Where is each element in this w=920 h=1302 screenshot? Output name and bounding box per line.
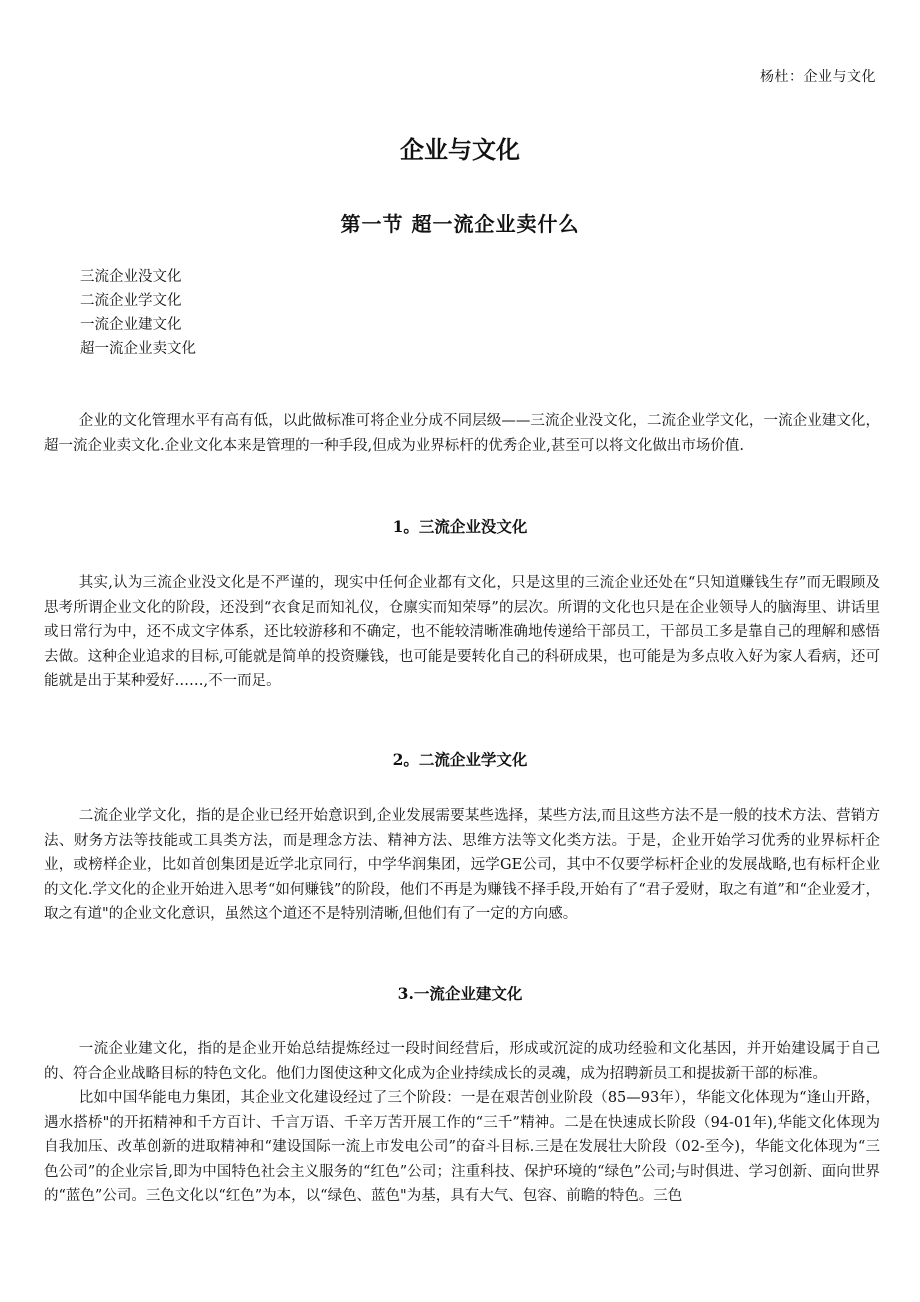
intro-paragraph: 企业的文化管理水平有高有低，以此做标准可将企业分成不同层级——三流企业没文化，二流企业学文化，一流企业建文化，超一流企业卖文化.企业文化本来是管理的一种手段,但成为业界标杆的优秀企业,甚至可以将文化做出市场价值. — [44, 413, 880, 454]
subheading-tier-one: 3.一流企业建文化 — [397, 984, 523, 1003]
tier-item: 二流企业学文化 — [80, 293, 182, 309]
intro-paragraph-block — [44, 409, 880, 458]
tier-item: 一流企业建文化 — [80, 317, 182, 333]
subheading-tier-three: 1。三流企业没文化 — [392, 517, 528, 536]
tier-item: 超一流企业卖文化 — [80, 341, 196, 357]
body-paragraph: 其实,认为三流企业没文化是不严谨的，现实中任何企业都有文化，只是这里的三流企业还处在“只知道赚钱生存”而无暇顾及思考所谓企业文化的阶段，还没到“衣食足而知礼仪，仓廪实而知荣辱”的层次。所谓的文化也只是在企业领导人的脑海里、讲话里或日常行为中，还不成文字体系，还比较游移和不确定，也不能较清晰准确地传递给干部员工，干部员工多是靠自己的理解和感悟去做。这种企业追求的目标,可能就是简单的投资赚钱，也可能是要转化自己的科研成果，也可能是为多点收入好为家人看病，还可能就是出于某种爱好……,不一而足。 — [44, 575, 880, 689]
document-title: 企业与文化 — [400, 136, 520, 164]
running-header: 杨杜：企业与文化 — [760, 69, 876, 85]
body-paragraph: 二流企业学文化，指的是企业已经开始意识到,企业发展需要某些选择，某些方法,而且这些方法不是一般的技术方法、营销方法、财务方法等技能或工具类方法，而是理念方法、精神方法、思维方法等文化类方法。于是，企业开始学习优秀的业界标杆企业，或榜样企业，比如首创集团是近学北京同行，中学华润集团，远学GE公司，其中不仅要学标杆企业的发展战略,也有标杆企业的文化.学文化的企业开始进入思考“如何赚钱”的阶段，他们不再是为赚钱不择手段,开始有了“君子爱财，取之有道”和“企业爱才，取之有道"的企业文化意识，虽然这个道还不是特别清晰,但他们有了一定的方向感。 — [44, 808, 880, 922]
body-paragraph: 比如中国华能电力集团，其企业文化建设经过了三个阶段：一是在艰苦创业阶段（85—93年），华能文化体现为“逢山开路，遇水搭桥"的开拓精神和千方百计、千言万语、千辛万苦开展工作的“三千”精神。二是在快速成长阶段（94-01年),华能文化体现为自我加压、改革创新的进取精神和“建设国际一流上市发电公司”的奋斗目标.三是在发展壮大阶段（02-至今)，华能文化体现为“三色公司”的企业宗旨,即为中国特色社会主义服务的“红色”公司；注重科技、保护环境的“绿色”公司;与时俱进、学习创新、面向世界的“蓝色”公司。三色文化以“红色”为本，以“绿色、蓝色"为基，具有大气、包容、前瞻的特色。三色 — [44, 1090, 880, 1204]
tier-one-body — [44, 1037, 880, 1209]
body-paragraph: 一流企业建文化，指的是企业开始总结提炼经过一段时间经营后，形成或沉淀的成功经验和文化基因，并开始建设属于自己的、符合企业战略目标的特色文化。他们力图使这种文化成为企业持续成长的灵魂，成为招聘新员工和提拔新干部的标准。 — [44, 1041, 880, 1082]
tier-list — [80, 265, 196, 361]
subheading-tier-two: 2。二流企业学文化 — [392, 750, 528, 769]
tier-three-body — [44, 571, 880, 694]
tier-item: 三流企业没文化 — [80, 269, 182, 285]
tier-two-body — [44, 804, 880, 927]
section-title: 第一节 超一流企业卖什么 — [340, 212, 580, 236]
